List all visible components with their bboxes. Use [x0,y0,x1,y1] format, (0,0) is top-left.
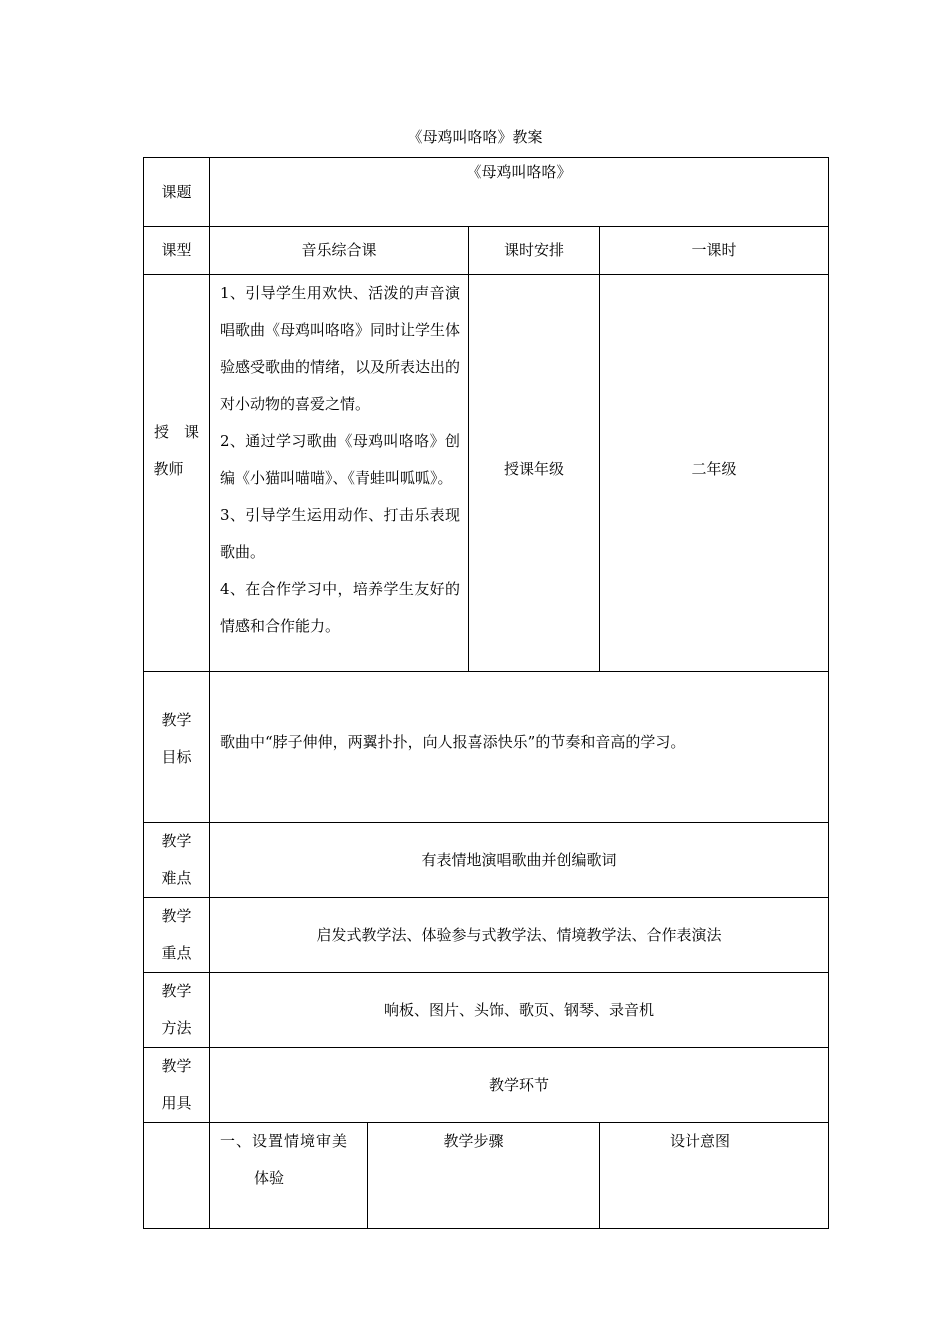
schedule-value: 一课时 [600,227,829,275]
row-steps [144,1123,829,1229]
key-label-line2: 重点 [161,944,192,962]
goal-label [144,672,210,823]
grade-label: 授课年级 [469,275,600,672]
topic-label: 课题 [144,158,210,227]
row-method [144,973,829,1048]
intent-header-text: 设计意图 [670,1132,731,1150]
tools-label-line1: 教学 [161,1057,192,1075]
objective-item: 3、引导学生运用动作、打击乐表现歌曲。 [220,506,460,561]
objective-item: 1、引导学生用欢快、活泼的声音演唱歌曲《母鸡叫咯咯》同时让学生体验感受歌曲的情绪，以及所表达出的对小动物的喜爱之情。 [220,284,461,413]
goal-label-line2: 目标 [161,748,192,766]
difficulty-label [144,823,210,898]
steps-empty-label [144,1123,210,1229]
method-label [144,973,210,1048]
goal-value: 歌曲中“脖子伸伸，两翼扑扑，向人报喜添快乐”的节奏和音高的学习。 [210,672,829,823]
steps-header-text: 教学步骤 [443,1132,504,1150]
objective-item: 4、在合作学习中，培养学生友好的情感和合作能力。 [220,580,460,635]
method-label-line1: 教学 [161,982,192,1000]
steps-header [368,1123,600,1229]
row-goal [144,672,829,823]
row-tools [144,1048,829,1123]
difficulty-label-line2: 难点 [161,869,192,887]
stage-line1: 一、设置情境审美 [220,1132,349,1150]
row-topic [144,158,829,227]
lesson-plan-table [143,157,829,1229]
document-title: 《母鸡叫咯咯》教案 [407,128,543,146]
stage-line2: 体验 [254,1169,285,1187]
key-label-line1: 教学 [161,907,192,925]
key-label [144,898,210,973]
row-difficulty [144,823,829,898]
grade-value: 二年级 [600,275,829,672]
goal-label-line1: 教学 [161,711,192,729]
objectives-cell [210,275,469,672]
tools-label [144,1048,210,1123]
intent-header [600,1123,829,1229]
difficulty-label-line1: 教学 [161,832,192,850]
teacher-label-line1: 授 课 [153,423,199,441]
teacher-label [144,275,210,672]
type-label: 课型 [144,227,210,275]
topic-value: 《母鸡叫咯咯》 [210,158,829,227]
method-value: 响板、图片、头饰、歌页、钢琴、录音机 [210,973,829,1048]
difficulty-value: 有表情地演唱歌曲并创编歌词 [210,823,829,898]
tools-value: 教学环节 [210,1048,829,1123]
key-value: 启发式教学法、体验参与式教学法、情境教学法、合作表演法 [210,898,829,973]
row-type [144,227,829,275]
type-value: 音乐综合课 [210,227,469,275]
row-teacher [144,275,829,672]
tools-label-line2: 用具 [161,1094,192,1112]
schedule-label: 课时安排 [469,227,600,275]
objective-item: 2、通过学习歌曲《母鸡叫咯咯》创编《小猫叫喵喵》、《青蛙叫呱呱》。 [220,432,460,487]
teacher-label-line2: 教师 [153,460,184,478]
stage-cell [210,1123,368,1229]
row-key [144,898,829,973]
method-label-line2: 方法 [161,1019,192,1037]
